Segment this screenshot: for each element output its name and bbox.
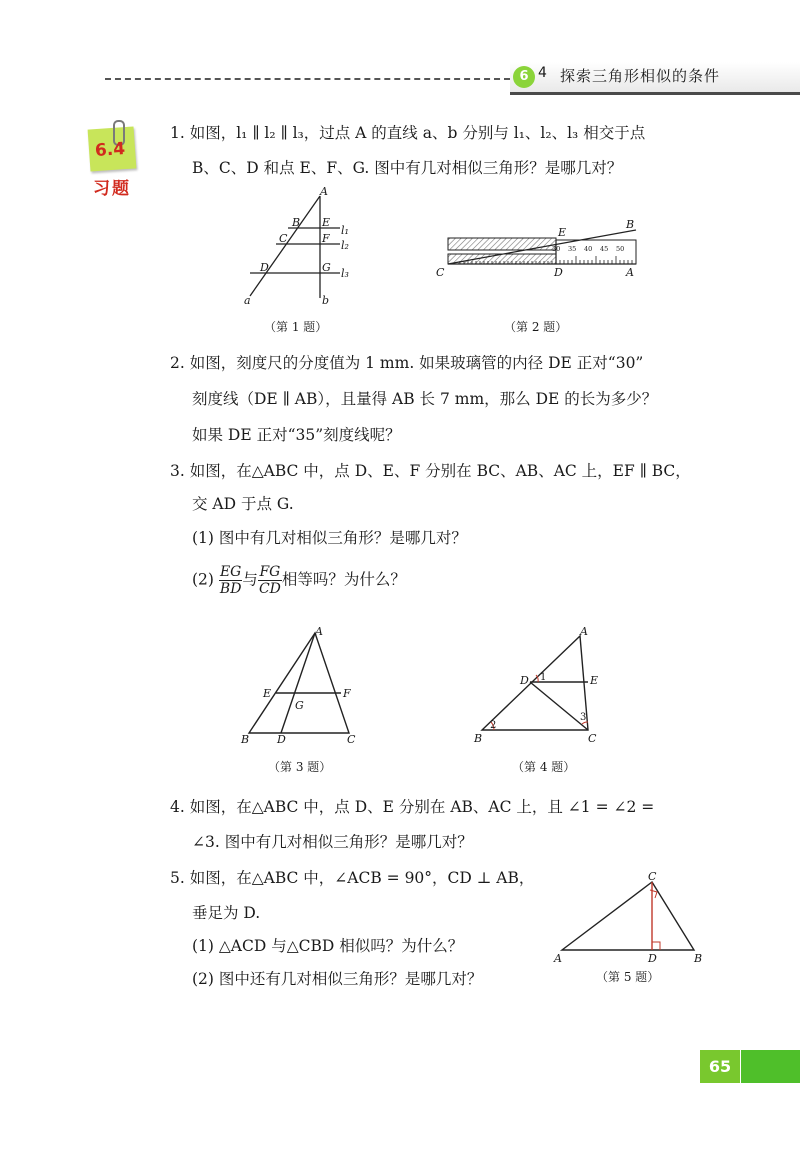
page-number: 65	[700, 1050, 740, 1083]
q3-sub2-suffix: 相等吗？为什么？	[281, 570, 406, 589]
ruler-tick-label: 40	[584, 245, 593, 253]
fig1-label-a: a	[244, 294, 251, 307]
fig4-label-D: D	[520, 674, 529, 687]
frac2-numerator: FG	[259, 564, 281, 580]
q2-line3: 如果 DE 正对“35”刻度线呢？	[192, 426, 401, 444]
fig1-label-l1: l₁	[341, 224, 349, 237]
q4-line2: ∠3. 图中有几对相似三角形？是哪几对？	[192, 833, 473, 851]
fig3-label-F: F	[343, 687, 351, 700]
fig1-label-l2: l₂	[341, 239, 349, 252]
q2-line2: 刻度线（DE ∥ AB），且量得 AB 长 7 mm，那么 DE 的长为多少？	[192, 390, 658, 408]
fig1-label-E: E	[322, 216, 331, 229]
fig3-label-G: G	[295, 699, 304, 712]
exercise-badge	[83, 118, 141, 198]
q3-line1: 3. 如图，在△ABC 中，点 D、E、F 分别在 BC、AB、AC 上，EF ∥ BC，	[170, 462, 691, 480]
q5-line2: 垂足为 D.	[192, 904, 261, 922]
section-number: 4	[538, 65, 547, 81]
figure-4	[470, 625, 610, 748]
fig5-label-D: D	[648, 952, 657, 965]
q3-line2: 交 AD 于点 G.	[192, 495, 294, 513]
fig2-label-B: B	[626, 218, 635, 231]
figure-1	[240, 185, 360, 318]
fig2-label-A: A	[626, 266, 634, 279]
fig1-caption: （第 1 题）	[264, 320, 328, 334]
fig2-label-D: D	[554, 266, 563, 279]
q5-sub2: (2) 图中还有几对相似三角形？是哪几对？	[192, 970, 483, 988]
fig5-caption: （第 5 题）	[596, 970, 660, 984]
fig4-label-E: E	[590, 674, 599, 687]
fig1-label-b: b	[322, 294, 330, 307]
q3-sub1: (1) 图中有几对相似三角形？是哪几对？	[192, 529, 467, 547]
frac1-denominator: BD	[219, 581, 242, 597]
frac1-numerator: EG	[219, 564, 242, 580]
q3-sub2-mid: 与	[242, 570, 258, 589]
ruler-tick-label: 30	[552, 245, 561, 253]
figure-3	[235, 625, 365, 750]
exercise-label: 习题	[93, 179, 131, 199]
fig1-label-l3: l₃	[341, 267, 349, 280]
fig1-label-A: A	[320, 185, 328, 198]
fig4-angle-3: 3	[580, 712, 587, 723]
ruler-tick-label: 35	[568, 245, 577, 253]
q2-line1: 2. 如图，刻度尺的分度值为 1 mm. 如果玻璃管的内径 DE 正对“30”	[170, 354, 644, 372]
fig4-angle-2: 2	[490, 720, 497, 731]
exercise-number: 6.4	[94, 138, 126, 162]
fig3-label-D: D	[277, 733, 286, 746]
fig5-label-A: A	[554, 952, 562, 965]
fig5-label-B: B	[694, 952, 703, 965]
fig2-label-E: E	[558, 226, 567, 239]
frac2-denominator: CD	[258, 581, 281, 597]
fig4-label-B: B	[474, 732, 483, 745]
fraction-eg-bd	[219, 564, 243, 597]
fig4-label-A: A	[580, 625, 588, 638]
fraction-fg-cd	[258, 564, 282, 597]
q3-sub2-prefix: (2)	[192, 570, 214, 589]
fig3-label-C: C	[347, 733, 356, 746]
fig3-label-B: B	[241, 733, 250, 746]
fig3-label-E: E	[263, 687, 272, 700]
q1-line2: B、C、D 和点 E、F、G. 图中有几对相似三角形？是哪几对？	[192, 159, 623, 177]
fig3-label-A: A	[315, 625, 323, 638]
fig5-label-C: C	[648, 870, 657, 883]
fig1-label-G: G	[322, 261, 331, 274]
ruler-tick-label: 50	[616, 245, 625, 253]
chapter-badge: 6	[513, 66, 535, 88]
header-dashed-rule	[105, 78, 510, 80]
figure-5	[552, 868, 712, 968]
q3-sub2	[192, 564, 406, 597]
fig4-label-C: C	[588, 732, 597, 745]
q1-line1: 1. 如图，l₁ ∥ l₂ ∥ l₃，过点 A 的直线 a、b 分别与 l₁、l₂、l₃ 相交于点	[170, 124, 646, 142]
section-title: 探索三角形相似的条件	[560, 67, 721, 85]
fig1-label-C: C	[279, 232, 288, 245]
fig4-angle-1: 1	[540, 672, 547, 683]
fig1-label-D: D	[260, 261, 269, 274]
page-number-strip	[741, 1050, 800, 1083]
fig2-label-C: C	[436, 266, 445, 279]
fig1-label-F: F	[322, 232, 330, 245]
ruler-tick-label: 45	[600, 245, 609, 253]
fig2-caption: （第 2 题）	[504, 320, 568, 334]
q5-sub1: (1) △ACD 与△CBD 相似吗？为什么？	[192, 937, 464, 955]
fig4-caption: （第 4 题）	[512, 760, 576, 774]
q5-line1: 5. 如图，在△ABC 中，∠ACB = 90°，CD ⊥ AB，	[170, 869, 535, 887]
q4-line1: 4. 如图，在△ABC 中，点 D、E 分别在 AB、AC 上，且 ∠1 = ∠2 =	[170, 798, 655, 816]
figure-2	[430, 218, 645, 288]
fig1-label-B: B	[292, 216, 301, 229]
fig3-caption: （第 3 题）	[268, 760, 332, 774]
